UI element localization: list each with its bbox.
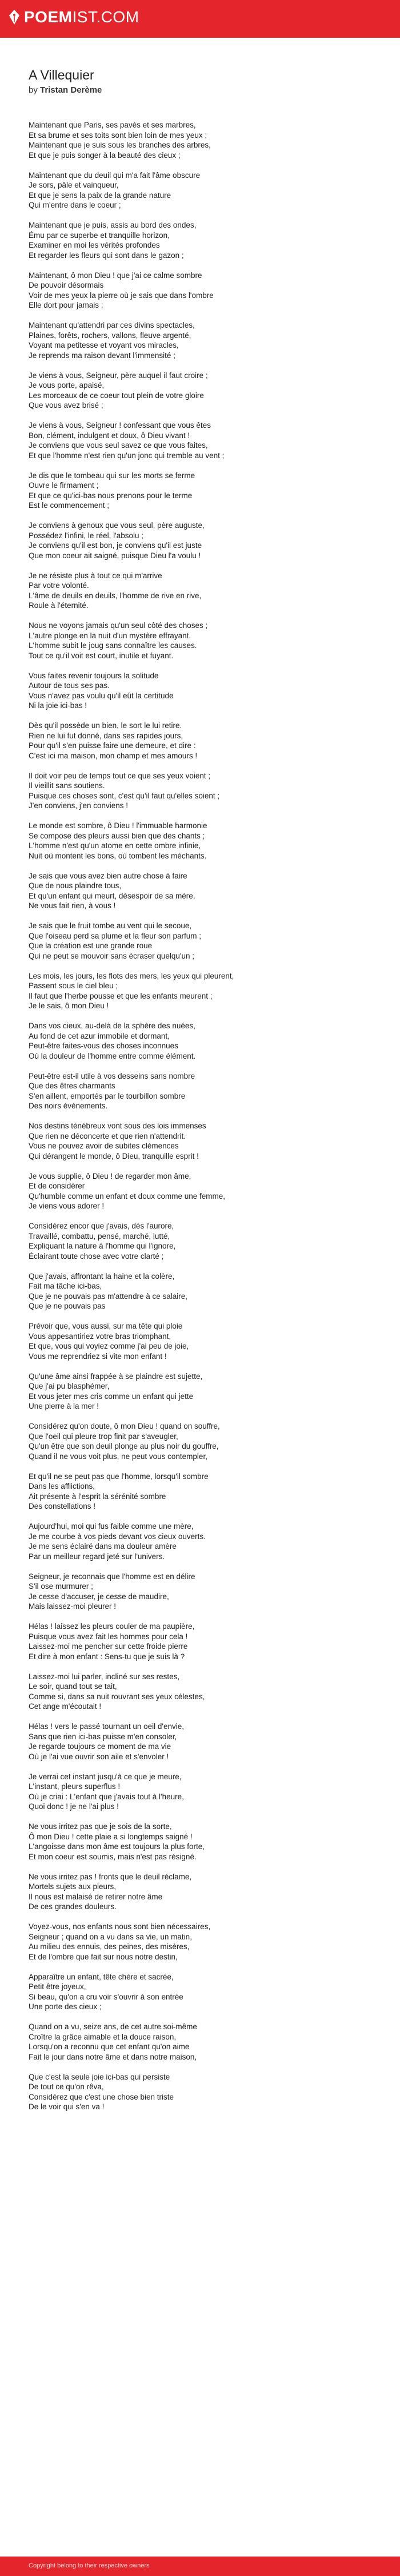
poem-line: Par votre volonté. (29, 581, 89, 590)
poem-line: Éclairant toute chose avec votre clarté ; (29, 1251, 164, 1261)
poem-line: Maintenant que du deuil qui m'a fait l'âme obscure (29, 170, 201, 180)
poem-line: Je verrai cet instant jusqu'à ce que je meure, (29, 1772, 182, 1781)
poem-line: De ces grandes douleurs. (29, 1902, 117, 1911)
poem-line: Autour de tous ses pas. (29, 681, 110, 690)
stanza (29, 1922, 371, 1962)
poem-line: De le voir qui s'en va ! (29, 2102, 105, 2111)
stanza (29, 1822, 371, 1862)
poem-line: Roule à l'éternité. (29, 601, 89, 610)
poem-line: Je viens à vous, Seigneur ! confessant que vous êtes (29, 421, 211, 430)
poem-line: Sans que rien ici-bas puisse m'en consoler, (29, 1732, 177, 1741)
poem-line: L'âme de deuils en deuils, l'homme de rive en rive, (29, 591, 202, 600)
poem-line: C'est ici ma maison, mon champ et mes amours ! (29, 751, 198, 760)
poem-line: Qui dérangent le monde, ô Dieu, tranquille esprit ! (29, 1151, 199, 1160)
poem-line: Dans les afflictions, (29, 1482, 95, 1490)
poem-line: Qui m'entre dans le coeur ; (29, 201, 121, 209)
poem-line: Apparaître un enfant, tête chère et sacrée, (29, 1972, 174, 1981)
poem-body (29, 120, 371, 2112)
stanza (29, 1121, 371, 1161)
poem-line: Vous ne pouvez avoir de subites clémences (29, 1142, 179, 1150)
poem-line: Une pierre à la mer ! (29, 1402, 99, 1410)
poem-line: Je dis que le tombeau qui sur les morts se ferme (29, 471, 195, 480)
poem-line: Examiner en moi les vérités profondes (29, 241, 160, 249)
poem-line: Et mon coeur est soumis, mais n'est pas résigné. (29, 1852, 197, 1861)
stanza (29, 520, 371, 560)
poem-line: Laissez-moi lui parler, incliné sur ses restes, (29, 1672, 180, 1681)
poem-line: Où je l'ai vue ouvrir son aile et s'envoler ! (29, 1752, 169, 1761)
poem-line: Ne vous irritez pas ! fronts que le deuil réclame, (29, 1872, 192, 1881)
poem-line: Au milieu des ennuis, des peines, des misères, (29, 1942, 190, 1951)
poem-line: Que c'est la seule joie ici-bas qui persiste (29, 2072, 170, 2081)
poem-line: Je conviens qu'il est bon, je conviens qu'il est juste (29, 541, 202, 550)
poem-line: Par un meilleur regard jeté sur l'univers. (29, 1552, 165, 1561)
poem-line: Je me courbe à vos pieds devant vos cieux ouverts. (29, 1532, 206, 1541)
stanza (29, 170, 371, 210)
poem-line: Que mon coeur ait saigné, puisque Dieu l'a voulu ! (29, 551, 201, 560)
poem-line: Il faut que l'herbe pousse et que les enfants meurent ; (29, 991, 213, 1000)
stanza (29, 1221, 371, 1261)
poem-line: Et que, vous qui voyiez comme j'ai peu de joie, (29, 1342, 189, 1350)
poem-line: Seigneur, je reconnais que l'homme est en délire (29, 1572, 195, 1581)
poem-line: Que l'oiseau perd sa plume et la fleur son parfum ; (29, 931, 201, 940)
stanza (29, 1872, 371, 1912)
poem-line: Tout ce qu'il voit est court, inutile et fuyant. (29, 651, 174, 660)
poem-line: Dans vos cieux, au-delà de la sphère des nuées, (29, 1021, 195, 1030)
stanza (29, 1071, 371, 1111)
poem-line: Nuit où montent les bons, où tombent les méchants. (29, 851, 207, 860)
poem-line: Une porte des cieux ; (29, 2002, 102, 2011)
poem-line: Ouvre le firmament ; (29, 481, 99, 490)
stanza (29, 871, 371, 911)
poem-line: Qu'humble comme un enfant et doux comme une femme, (29, 1191, 225, 1200)
poem-line: Je me sens éclairé dans ma douleur amère (29, 1542, 177, 1551)
poem-line: Hélas ! laissez les pleurs couler de ma paupière, (29, 1622, 195, 1631)
top-bar (0, 0, 400, 38)
poem-line: Que je ne pouvais pas m'attendre à ce salaire, (29, 1291, 187, 1301)
poem-line: S'il ose murmurer ; (29, 1582, 93, 1591)
poem-line: L'homme subit le joug sans connaître les causes. (29, 641, 197, 650)
poem-line: Je sais que le fruit tombe au vent qui le secoue, (29, 921, 192, 930)
poem-line: Il doit voir peu de temps tout ce que ses yeux voient ; (29, 771, 211, 780)
stanza (29, 320, 371, 360)
stanza (29, 371, 371, 411)
poem-line: Des noirs événements. (29, 1102, 108, 1110)
poem-line: Et que l'homme n'est rien qu'un jonc qui tremble au vent ; (29, 451, 225, 460)
poem-line: Que la création est une grande roue (29, 941, 153, 950)
poem-line: Peut-être est-il utile à vos desseins sans nombre (29, 1071, 195, 1080)
poem-line: Puisque ces choses sont, c'est qu'il faut qu'elles soient ; (29, 791, 220, 800)
poem-line: De pouvoir désormais (29, 281, 104, 289)
stanza (29, 1722, 371, 1762)
poem-line: Petit être joyeux, (29, 1982, 86, 1991)
byline (29, 85, 371, 95)
poem-line: Seigneur ; quand on a vu dans sa vie, un matin, (29, 1932, 192, 1941)
pen-nib-icon (8, 9, 21, 25)
poem-line: Le soir, quand tout se tait, (29, 1682, 117, 1691)
stanza (29, 571, 371, 611)
poem-line: Vous n'avez pas voulu qu'il eût la certitude (29, 691, 174, 700)
poem-line: Mais laissez-moi pleurer ! (29, 1602, 117, 1611)
poem-line: Les morceaux de ce coeur tout plein de votre gloire (29, 391, 204, 400)
poem-line: Des constellations ! (29, 1502, 96, 1510)
poem-title: A Villequier (29, 67, 94, 82)
stanza (29, 1472, 371, 1512)
poem-line: Voyez-vous, nos enfants nous sont bien nécessaires, (29, 1922, 211, 1931)
poem-line: Je conviens à genoux que vous seul, père auguste, (29, 521, 205, 530)
poem-line: Que je ne pouvais pas (29, 1302, 106, 1310)
poem-line: Travaillé, combattu, pensé, marché, lutté, (29, 1231, 170, 1241)
poem-line: Je vous porte, apaisé, (29, 381, 105, 389)
poem-line: Je regarde toujours ce moment de ma vie (29, 1742, 171, 1751)
poem-line: Qui ne peut se mouvoir sans écraser quelqu'un ; (29, 951, 194, 960)
poem-line: Quoi donc ! je ne l'ai plus ! (29, 1802, 119, 1811)
poem-line: S'en aillent, emportés par le tourbillon sombre (29, 1091, 186, 1100)
poem-line: Maintenant que je puis, assis au bord des ondes, (29, 221, 197, 229)
poem-line: L'homme n'est qu'un atome en cette ombre infinie, (29, 841, 201, 850)
stanza (29, 271, 371, 311)
poem-line: Dès qu'il possède un bien, le sort le lui retire. (29, 721, 182, 730)
poem-line: Lorsqu'on a reconnu que cet enfant qu'on aime (29, 2042, 190, 2051)
poem-line: Maintenant, ô mon Dieu ! que j'ai ce calme sombre (29, 271, 202, 280)
poem-line: Je reprends ma raison devant l'immensité ; (29, 351, 175, 360)
poem-line: Peut-être faites-vous des choses inconnues (29, 1041, 178, 1050)
poem-line: Mortels sujets aux pleurs, (29, 1882, 117, 1891)
stanza (29, 1672, 371, 1712)
poem-line: Comme si, dans sa nuit rouvrant ses yeux célestes, (29, 1692, 205, 1701)
poem-line: Vous me reprendriez si vite mon enfant ! (29, 1351, 167, 1361)
poem-line: L'autre plonge en la nuit d'un mystère effrayant. (29, 631, 191, 640)
poem-line: Croître la grâce aimable et la douce raison, (29, 2032, 177, 2041)
poem-line: Je sors, pâle et vainqueur, (29, 181, 119, 189)
poem-line: Considérez encor que j'avais, dès l'aurore, (29, 1222, 174, 1230)
poem-line: Possédez l'infini, le réel, l'absolu ; (29, 531, 144, 540)
poem-line: Que rien ne déconcerte et que rien n'attendrit. (29, 1131, 186, 1140)
poem-line: Et dire à mon enfant : Sens-tu que je suis là ? (29, 1652, 185, 1661)
poem-line: Et que ce qu'ici-bas nous prenons pour le terme (29, 491, 193, 500)
poem-line: Considérez qu'on doute, ô mon Dieu ! quand on souffre, (29, 1422, 220, 1430)
poem-line: Je sais que vous avez bien autre chose à faire (29, 871, 187, 880)
poem-line: Je cesse d'accuser, je cesse de maudire, (29, 1592, 169, 1601)
poem-line: Maintenant que je suis sous les branches des arbres, (29, 141, 211, 149)
poem-line: Je viens vous adorer ! (29, 1202, 105, 1210)
poem-line: Que vous avez brisé ; (29, 401, 103, 410)
poem-line: Qu'un être que son deuil plonge au plus noir du gouffre, (29, 1442, 219, 1450)
stanza (29, 1572, 371, 1612)
stanza (29, 471, 371, 511)
stanza (29, 1021, 371, 1061)
poem-line: Quand il ne vous voit plus, ne peut vous contempler, (29, 1452, 207, 1461)
poem-line: Laissez-moi me pencher sur cette froide pierre (29, 1642, 188, 1651)
stanza (29, 1321, 371, 1361)
poem-line: Maintenant qu'attendri par ces divins spectacles, (29, 321, 195, 329)
poem-line: Cet ange m'écoutait ! (29, 1702, 102, 1711)
poem-line: Maintenant que Paris, ses pavés et ses marbres, (29, 121, 196, 129)
poem-line: Les mois, les jours, les flots des mers, les yeux qui pleurent, (29, 971, 234, 980)
poem-line: L'instant, pleurs superflus ! (29, 1782, 121, 1791)
stanza (29, 1271, 371, 1311)
poem-line: Il vieillit sans soutiens. (29, 781, 105, 790)
poem-line: Je vous supplie, ô Dieu ! de regarder mon âme, (29, 1171, 191, 1180)
poem-line: Vous appesantiriez votre bras triomphant, (29, 1331, 171, 1341)
copyright-text: Copyright belong to their respective owners (29, 2562, 150, 2569)
stanza (29, 971, 371, 1011)
stanza (29, 1772, 371, 1812)
poem-line: Et sa brume et ses toits sont bien loin de mes yeux ; (29, 130, 207, 140)
poem-line: Voir de mes yeux la pierre où je sais que dans l'ombre (29, 291, 214, 300)
poem-line: Que de nous plaindre tous, (29, 881, 122, 890)
poem-line: Et que je puis songer à la beauté des cieux ; (29, 150, 181, 160)
poem-line: Je ne résiste plus à tout ce qui m'arrive (29, 571, 162, 580)
poem-line: Prévoir que, vous aussi, sur ma tête qui ploie (29, 1322, 183, 1330)
stanza (29, 1171, 371, 1211)
poem-line: Pour qu'il s'en puisse faire une demeure, et dire : (29, 741, 196, 750)
stanza (29, 921, 371, 961)
stanza (29, 1372, 371, 1412)
poem-line: Que j'ai pu blasphémer, (29, 1382, 110, 1390)
poem-line: Fait le jour dans notre âme et dans notre maison, (29, 2052, 197, 2061)
poem-line: Elle dort pour jamais ; (29, 301, 103, 309)
poem-line: Et regarder les fleurs qui sont dans le gazon ; (29, 251, 184, 260)
poem-line: Si beau, qu'on a cru voir s'ouvrir à son entrée (29, 1992, 183, 2001)
poem-line: Où la douleur de l'homme entre comme élément. (29, 1051, 196, 1060)
poem-line: Je conviens que vous seul savez ce que vous faites, (29, 441, 208, 450)
poem-line: Aujourd'hui, moi qui fus faible comme une mère, (29, 1522, 194, 1531)
poem-line: J'en conviens, j'en conviens ! (29, 801, 129, 810)
poem-line: Se compose des pleurs aussi bien que des chants ; (29, 831, 205, 840)
poem-line: Au fond de cet azur immobile et dormant, (29, 1031, 170, 1040)
poem-line: De tout ce qu'on rêva, (29, 2082, 104, 2091)
author-link[interactable]: Tristan Derème (40, 85, 102, 95)
stanza (29, 2072, 371, 2112)
poem-line: Qu'une âme ainsi frappée à se plaindre est sujette, (29, 1372, 203, 1381)
poem-line: Voyant ma petitesse et voyant vos miracles, (29, 341, 179, 349)
poem-line: Passent sous le ciel bleu ; (29, 981, 118, 990)
poem-line: Puisque vous avez fait les hommes pour cela ! (29, 1632, 188, 1641)
poem-line: Ému par ce superbe et tranquille horizon, (29, 230, 170, 240)
poem-line: Ô mon Dieu ! cette plaie a si longtemps saigné ! (29, 1832, 193, 1841)
stanza (29, 621, 371, 661)
poem-line: Considérez que c'est une chose bien triste (29, 2092, 174, 2101)
stanza (29, 1621, 371, 1661)
poem-line: Et de l'ombre que fait sur nous notre destin, (29, 1952, 178, 1961)
stanza (29, 671, 371, 711)
stanza (29, 771, 371, 811)
poem-line: Fait ma tâche ici-bas, (29, 1282, 102, 1290)
stanza (29, 1972, 371, 2012)
poem-line: Nous ne voyons jamais qu'un seul côté des choses ; (29, 621, 208, 630)
stanza (29, 420, 371, 460)
stanza (29, 2022, 371, 2062)
poem-line: Que j'avais, affrontant la haine et la colère, (29, 1271, 175, 1281)
logo-text: POEMIST.COM (24, 8, 139, 26)
stanza (29, 721, 371, 761)
poem-line: Que l'oeil qui pleure trop finit par s'aveugler, (29, 1432, 178, 1441)
poem-line: Nos destins ténébreux vont sous des lois immenses (29, 1122, 206, 1130)
poem-line: Je le sais, ô mon Dieu ! (29, 1001, 109, 1010)
poem-line: Et qu'il ne se peut pas que l'homme, lorsqu'il sombre (29, 1472, 209, 1481)
poem-line: Plaines, forêts, rochers, vallons, fleuve argenté, (29, 331, 191, 340)
poem-line: Que des êtres charmants (29, 1082, 115, 1090)
poem-line: L'angoisse dans mon âme est toujours la plus forte, (29, 1842, 205, 1851)
poem-line: Ait présente à l'esprit la sérénité sombre (29, 1492, 166, 1501)
poem-line: Et vous jeter mes cris comme un enfant qui jette (29, 1392, 194, 1401)
poem-line: Ni la joie ici-bas ! (29, 701, 87, 710)
poem-line: Où je criai : L'enfant que j'avais tout à l'heure, (29, 1792, 184, 1801)
stanza (29, 220, 371, 260)
poem-line: Hélas ! vers le passé tournant un oeil d'envie, (29, 1722, 184, 1731)
poem-line: Bon, clément, indulgent et doux, ô Dieu vivant ! (29, 431, 190, 440)
stanza (29, 120, 371, 160)
poem-line: Est le commencement ; (29, 501, 110, 510)
poem-line: Ne vous irritez pas que je sois de la sorte, (29, 1822, 172, 1831)
poem-line: Vous faites revenir toujours la solitude (29, 671, 159, 680)
poem-line: Le monde est sombre, ô Dieu ! l'immuable harmonie (29, 821, 207, 830)
poem-line: Il nous est malaisé de retirer notre âme (29, 1892, 163, 1901)
poem-line: Et qu'un enfant qui meurt, désespoir de sa mère, (29, 891, 195, 900)
footer (0, 2557, 400, 2576)
site-logo[interactable] (8, 7, 139, 27)
by-label: by (29, 85, 38, 95)
poem-line: Ne vous fait rien, à vous ! (29, 901, 116, 910)
poem-line: Expliquant la nature à l'homme qui l'ignore, (29, 1242, 176, 1250)
poem-line: Je viens à vous, Seigneur, père auquel il faut croire ; (29, 371, 208, 380)
stanza (29, 1521, 371, 1561)
poem-line: Rien ne lui fut donné, dans ses rapides jours, (29, 731, 183, 740)
stanza (29, 1421, 371, 1461)
poem-line: Quand on a vu, seize ans, de cet autre soi-même (29, 2022, 197, 2031)
poem-line: Et de considérer (29, 1182, 85, 1190)
poem-content (29, 67, 371, 2122)
poem-line: Et que je sens la paix de la grande nature (29, 190, 171, 200)
stanza (29, 821, 371, 861)
